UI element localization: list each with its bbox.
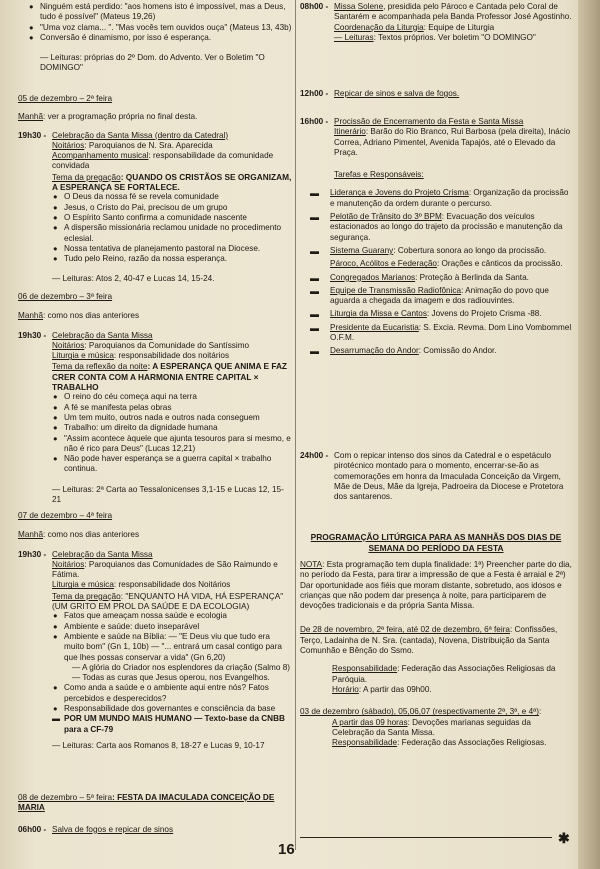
- time-label: 06h00 -: [18, 824, 47, 834]
- day-07-section: [18, 511, 292, 751]
- list-item: ● Conversão é dinamismo, por isso é esperança.: [28, 33, 292, 43]
- time-label: 16h00 -: [300, 117, 329, 126]
- noitarios-line: Noitários: Paroquianos da Comunidade do Santíssimo: [52, 340, 250, 350]
- period-2-responsibility: Responsabilidade: Federação das Associações Religiosas.: [332, 738, 547, 748]
- list-item: ● Não pode haver esperança se a guerra capital × trabalho continua.: [52, 454, 292, 475]
- theme-line: Tema da pregação: "ENQUANTO HÁ VIDA, HÁ ESPERANÇA" (UM GRITO EM PROL DA SAÚDE E DA ECOLOGIA): [52, 590, 284, 612]
- morning-program-section: [300, 532, 572, 748]
- list-item: ● Ninguém está perdido: "aos homens isto é impossível, mas a Deus, tudo é possível" (Mateus 19,26): [28, 2, 292, 23]
- day-heading: 08 de dezembro – 5ª feira: FESTA DA IMACULADA CONCEIÇÃO DE MARIA: [18, 793, 275, 813]
- theme-line: Tema da reflexão da noite: A ESPERANÇA QUE ANIMA E FAZ CRER CONTA COM A HARMONIA ENTRE CAPITAL × TRABALHO: [52, 361, 287, 393]
- entry-1200: [300, 89, 572, 99]
- readings-line: — Leituras: Carta aos Romanos 8, 18-27 e Lucas 9, 10-17: [52, 740, 265, 750]
- time-label: 12h00 -: [300, 89, 329, 98]
- list-item: ● Como anda a saúde e o ambiente aqui entre nós? Fatos percebidos e desperecidos?: [52, 683, 292, 704]
- noitarios-line: Noitários: Paroquianos das Comunidades de São Raimundo e Fátima.: [52, 559, 278, 580]
- list-item: ● Tudo pelo Reino, razão da nossa esperança.: [52, 254, 292, 264]
- list-item: ● Responsabilidade dos governantes e consciência da base: [52, 704, 292, 714]
- section-title: PROGRAMAÇÃO LITÚRGICA PARA AS MANHÃS DOS DIAS DE SEMANA DO PERÍODO DA FESTA: [310, 532, 562, 553]
- task-item: ▬ Sistema Guarany: Cobertura sonora ao longo da procissão.: [310, 245, 547, 256]
- day-05-section: [18, 94, 292, 285]
- coord-line: Coordenação da Liturgia: Equipe de Liturgia: [334, 22, 495, 32]
- nota-paragraph: NOTA: Esta programação tem dupla finalidade: 1ª) Preencher parte do dia, no período da Festa, para tirar a impressão de que a Festa é arraial e 2ª) Dar oportunidade aos fiéis que moram distante, sobretudo, aos idosos e crianças que não podem dar presença à noite, para participarem de devoções tradicionais e da própria Santa Missa.: [300, 560, 572, 611]
- day-08-section: [18, 793, 292, 835]
- morning-line: Manhã: ver a programação própria no final desta.: [18, 112, 198, 122]
- list-item: ● Ambiente e saúde na Bíblia: — "E Deus viu que tudo era muito bom" (Gn 1, 10b) — "... entrará um casal contigo para que lhes possas conservar a vida" (Gn 6,20): [52, 632, 292, 663]
- day-06-section: [18, 292, 292, 505]
- list-item: ● Ambiente e saúde: dueto inseparável: [52, 622, 292, 632]
- music-line: Acompanhamento musical: responsabilidade da comunidade convidada: [52, 151, 274, 171]
- footer-rule: [300, 837, 552, 838]
- entry-text: Salva de fogos e repicar de sinos: [52, 824, 174, 834]
- list-item: ● Um tem muito, outros nada e outros nada conseguem: [52, 413, 292, 423]
- morning-line: Manhã: como nos dias anteriores: [18, 530, 140, 540]
- intro-section: [18, 2, 292, 74]
- itinerary-line: Itinerário: Barão do Rio Branco, Rui Barbosa (pela direita), Inácio Correa, Adriano Pimentel, Avenida Tapajós, até o Elevado da Praça.: [334, 127, 571, 157]
- evening-entry: [18, 550, 292, 752]
- list-item: ● Fatos que ameaçam nossa saúde e ecologia: [52, 611, 292, 621]
- period-1-responsibility: Responsabilidade: Federação das Associações Religiosas da Paróquia.: [332, 664, 556, 684]
- intro-readings: — Leituras: próprias do 2º Dom. do Advento. Ver o Boletim "O DOMINGO": [40, 53, 265, 73]
- period-2-paragraph: 03 de dezembro (sábado), 05,06,07 (respectivamente 2ª, 3ª, e 4ª):: [300, 707, 542, 717]
- time-label: 24h00 -: [300, 451, 329, 460]
- time-label: 19h30 -: [18, 130, 47, 140]
- time-label: 19h30 -: [18, 549, 47, 559]
- evening-entry: [18, 331, 292, 506]
- entry-text: Com o repicar intenso dos sinos da Catedral e o espetáculo pirotécnico montado para o momento, encerrar-se-ão as comemorações em honra da Imaculada Conceição da Virgem, Mãe de Deus, Mãe da Igreja, Padroeira da Diocese e Protetora dos santarenos.: [334, 451, 564, 502]
- list-item: ● "Assim acontece àquele que ajunta tesouros para si mesmo, e não é rico para Deus" (Lucas 12,21): [52, 434, 292, 455]
- morning-entry: [18, 825, 292, 835]
- task-item: ▬ Pelotão de Trânsito do 3º BPM: Evacuação dos veículos estacionados ao longo do trajeto da procissão e manutenção da segurança.: [310, 212, 563, 242]
- column-divider: [295, 0, 296, 850]
- readings-line: — Leituras: Atos 2, 40-47 e Lucas 14, 15-24.: [52, 274, 215, 284]
- list-item: ● Nossa tentativa de planejamento pastoral na Diocese.: [52, 244, 292, 254]
- entry-text: Repicar de sinos e salva de fogos.: [334, 89, 460, 98]
- evening-entry: [18, 131, 292, 285]
- list-item: — Todas as curas que Jesus operou, nos Evangelhos.: [72, 673, 270, 683]
- time-label: 19h30 -: [18, 330, 47, 340]
- day-heading: 06 de dezembro – 3ª feira: [18, 292, 113, 301]
- list-item: ● O Deus da nossa fé se revela comunidade: [52, 192, 292, 202]
- list-item: ● Jesus, o Cristo do Pai, precisou de um grupo: [52, 203, 292, 213]
- page-number: 16: [278, 841, 295, 858]
- entry-text: Missa Solene, presidida pelo Pároco e Cantada pelo Coral de Santarém e acompanhada pela Banda Professor José Agostinho.: [334, 2, 572, 22]
- list-item: ● "Uma voz clama... ". "Mas vocês tem ouvidos ouça" (Mateus 13, 43b): [28, 23, 292, 33]
- list-item: ● A fé se manifesta pelas obras: [52, 403, 292, 413]
- period-1-hour: Horário: A partir das 09h00.: [332, 684, 432, 694]
- task-item: ▬ Congregados Marianos: Proteção à Berlinda da Santa.: [310, 272, 529, 283]
- list-item: ● O Espírito Santo confirma a comunidade nascente: [52, 213, 292, 223]
- entry-2400: [300, 451, 572, 502]
- entry-text: Procissão de Encerramento da Festa e Santa Missa: [334, 117, 524, 126]
- period-1-paragraph: De 28 de novembro, 2ª feira, até 02 de dezembro, 6ª feira: Confissões, Terço, Ladainha de N. Sra. (cantada), Novena, Distribuição da Santa Comunhão e Bênção do Ssmo.: [300, 625, 558, 656]
- celebration-title: Celebração da Santa Missa: [52, 549, 153, 559]
- list-item: ▬ POR UM MUNDO MAIS HUMANO — Texto-base da CNBB para a CF-79: [52, 714, 292, 735]
- period-2-from: A partir das 09 horas: Devoções marianas seguidas da Celebração da Santa Missa.: [332, 717, 531, 737]
- morning-line: Manhã: como nos dias anteriores: [18, 311, 140, 321]
- time-label: 08h00 -: [300, 2, 329, 11]
- mass-0800-entry: [300, 2, 572, 43]
- list-item: ● Trabalho: um direito da dignidade humana: [52, 423, 292, 433]
- day-heading: 05 de dezembro – 2ª feira: [18, 94, 113, 103]
- readings-line: — Leituras: Textos próprios. Ver boletim "O DOMINGO": [334, 32, 536, 42]
- music-line: Liturgia e música: responsabilidade dos Noitários: [52, 580, 231, 590]
- list-item: ● A dispersão missionária reclamou unidade no procedimento eclesial.: [52, 223, 292, 244]
- day-heading: 07 de dezembro – 4ª feira: [18, 511, 113, 520]
- task-item: ▬ Liderança e Jovens do Projeto Crisma: Organização da procissão e manutenção da ordem durante o percurso.: [310, 188, 569, 208]
- celebration-title: Celebração da Santa Missa (dentro da Catedral): [52, 130, 229, 140]
- page-edge: [578, 0, 600, 869]
- tasks-list: [300, 188, 572, 356]
- list-item: — A glória do Criador nos esplendores da criação (Salmo 8): [72, 662, 290, 672]
- task-item: Pároco, Acólitos e Federação: Orações e cânticos da procissão.: [330, 259, 563, 269]
- task-item: ▬ Desarrumação do Andor: Comissão do Andor.: [310, 346, 497, 357]
- procession-entry: [300, 117, 572, 357]
- asterisk-icon: ✱: [558, 830, 570, 846]
- tasks-heading: Tarefas e Responsáveis:: [334, 170, 424, 180]
- celebration-title: Celebração da Santa Missa: [52, 330, 153, 340]
- music-line: Liturgia e música: responsabilidade dos noitários: [52, 351, 230, 361]
- task-item: ▬ Presidente da Eucaristia: S. Excia. Revma. Dom Lino Vombommel O.F.M.: [310, 322, 572, 343]
- list-item: ● O reino do céu começa aqui na terra: [52, 392, 292, 402]
- theme-line: Tema da pregação: QUANDO OS CRISTÃOS SE ORGANIZAM, A ESPERANÇA SE FORTALECE.: [52, 171, 292, 193]
- task-item: ▬ Liturgia da Missa e Cantos: Jovens do Projeto Crisma -88.: [310, 309, 542, 320]
- task-item: ▬ Equipe de Transmissão Radiofônica: Animação do povo que aguarda a chegada da imagem e dos radiouvintes.: [310, 285, 549, 306]
- readings-line: — Leituras: 2ª Carta ao Tessalonicenses 3,1-15 e Lucas 12, 15-21: [52, 484, 284, 505]
- noitarios-line: Noitários: Paroquianos de N. Sra. Aparecida: [52, 140, 213, 150]
